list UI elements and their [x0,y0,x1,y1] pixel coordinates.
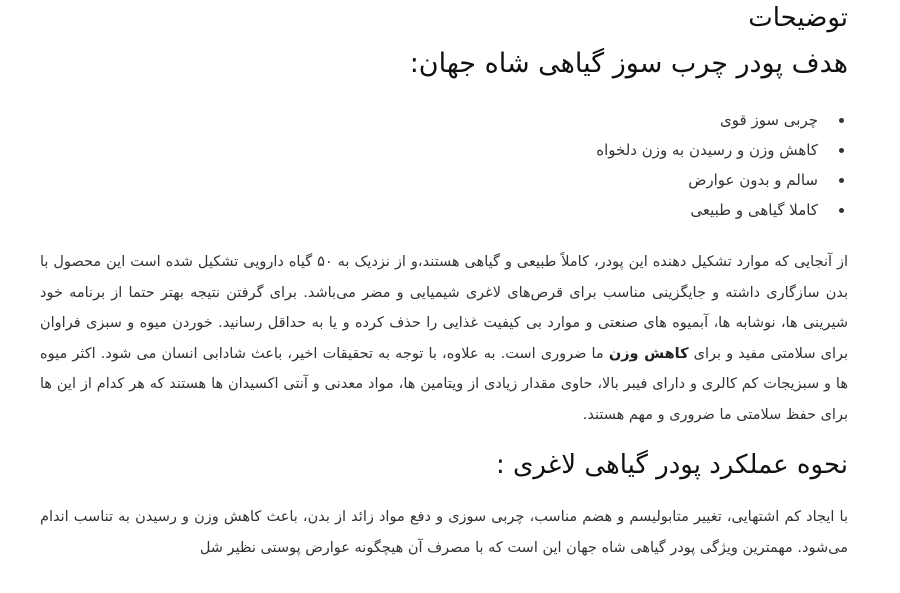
description-paragraph [40,247,848,430]
paragraph-text-part1: از آنجایی که موارد تشکیل دهنده این پودر، کاملاً طبیعی و گیاهی هستند،و از نزدیک به ۵۰ گیاه دارویی تشکیل شده است این محصول با بدن سازگاری داشته و جایگزینی مناسب برای قرص‌های لاغری شیمیایی و مضر می‌باشد. برای گرفتن نتیجه بهتر حتما از برنامه خود شیرینی ها، نوشابه ها، آبمیوه های صنعتی و موارد بی کیفیت غذایی را حذف کرده و یا به حداقل رسانید. خوردن میوه و سبزی فراوان برای سلامتی مفید و برای [40,254,849,362]
how-it-works-paragraph: با ایجاد کم اشتهایی، تغییر متابولیسم و هضم مناسب، چربی سوزی و دفع مواد زائد از بدن، باعث کاهش وزن و رسیدن به تناسب اندام می‌شود. مهمترین ویژگی پودر گیاهی شاه جهان این است که با مصرف آن هیچگونه عوارض پوستی نظیر شل [40,509,848,556]
bullet-dot-icon [839,148,844,153]
how-it-works-heading: نحوه عملکرد پودر گیاهی لاغری : [495,450,848,480]
list-item-text: سالم و بدون عوارض [688,171,818,189]
weight-loss-link[interactable]: کاهش وزن [608,345,689,362]
list-item-text: چربی سوز قوی [720,111,818,129]
list-item [40,135,818,165]
list-item [40,165,818,195]
paragraph-text-part2: ما ضروری است. به علاوه، با توجه به تحقیقات اخیر، باعث شادابی انسان می شود. اکثر میوه ها و سبزیجات کم کالری و دارای فیبر بالا، حاوی مقدار زیادی از ویتامین ها، مواد معدنی و آنتی اکسیدان ها هستند که هر کدام از این ها برای حفظ سلامتی ما ضروری و مهم هستند. [40,345,848,423]
list-item-text: کاهش وزن و رسیدن به وزن دلخواه [596,141,818,159]
bullet-dot-icon [839,208,844,213]
benefits-list [40,105,848,225]
goal-heading: هدف پودر چرب سوز گیاهی شاه جهان: [409,48,848,79]
section-title: توضیحات [748,3,848,33]
list-item-text: کاملا گیاهی و طبیعی [690,201,818,219]
list-item [40,105,818,135]
bullet-dot-icon [839,118,844,123]
list-item [40,195,818,225]
bottom-fade-overlay [0,571,900,593]
bullet-dot-icon [839,178,844,183]
